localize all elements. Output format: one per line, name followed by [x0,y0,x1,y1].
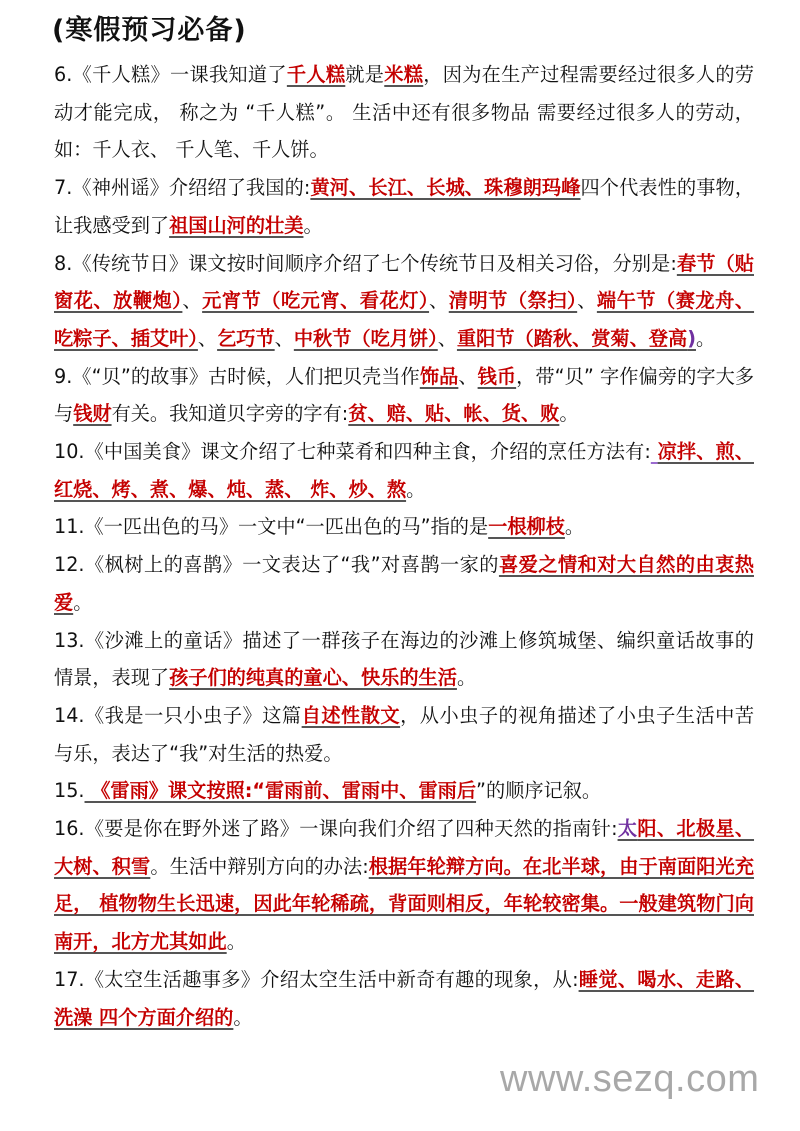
answer-highlight: 米糕 [384,63,424,86]
answer-highlight: 自述性散文 [301,703,401,727]
answer-highlight: 乞巧节 [217,326,275,350]
item-9 [54,358,754,433]
text: 。 [226,930,246,954]
answer-highlight: 凉拌、煎、红烧、烤、煮、爆、炖、蒸、 炸、炒、熬 [54,440,754,501]
text: 《沙滩上的童话》描述了一群孩子在海边的沙滩上修筑城堡、编织童话故事的情景，表现了 [54,628,754,690]
answer-highlight: 贫、赔、贴、帐、货、败 [348,402,560,426]
answer-highlight: 重阳节（踏秋、赏菊、登高 [456,326,688,350]
text: 、 [429,289,449,313]
answer-highlight: 一根柳枝 [488,515,565,539]
item-number: 8. [54,251,73,275]
answer-highlight: 饰品 [419,364,459,388]
text: 《太空生活趣事多》介绍太空生活中新奇有趣的现象，从: [84,967,579,991]
answer-highlight: 钱财 [73,402,112,426]
answer-highlight [651,440,658,463]
text: 。 [406,477,426,501]
item-number: 14. [54,703,85,727]
text: 四个代表性的事物，让我感受到了 [54,176,755,237]
item-6 [54,56,754,169]
answer-highlight: 太 [617,817,638,841]
answer-highlight: 春节（贴窗花、放鞭炮） [54,251,754,313]
text: 、 [274,326,294,350]
item-number: 15. [54,779,85,803]
item-7 [54,169,754,244]
text: 。 [73,590,93,614]
text: 《“贝”的故事》古时候，人们把贝壳当作 [72,364,420,388]
text: ，带“贝” 字作偏旁的字大多与 [54,364,755,426]
document-body [54,56,754,1036]
answer-highlight: 《雷雨》课文按照:“雷雨前、雷雨中、雷雨后 [84,779,477,803]
text: ，从小虫子的视角描述了小虫子生活中苦与乐，表达了“我”对生活的热爱。 [54,703,755,765]
watermark: www.sezq.com [500,1058,760,1100]
text: 。 [695,326,716,350]
answer-highlight: 清明节（祭扫） [448,289,578,313]
item-number: 17. [54,967,85,991]
answer-highlight: 端午节（赛龙舟、吃粽子、插艾叶） [54,289,755,350]
item-11 [54,508,754,546]
answer-highlight: 阳、北极星、大树、积雪 [54,817,755,878]
text: 《神州谣》介绍绍了我国的: [72,176,311,200]
item-number: 13. [54,628,85,652]
answer-highlight: 元宵节（吃元宵、看花灯） [202,289,430,313]
answer-highlight: 钱币 [477,364,517,388]
text: 。 [233,1005,253,1029]
text: 。 [456,666,477,690]
text: ”的顺序记叙。 [476,779,602,803]
item-number: 12. [54,553,85,577]
text: 、 [182,289,203,313]
item-16 [54,810,754,961]
answer-highlight: 祖国山河的壮美 [169,213,304,237]
text: 《一匹出色的马》一文中“一匹出色的马”指的是 [84,515,489,539]
text: 有关。我知道贝字旁的字有: [111,402,349,426]
text: ，因为在生产过程需要经过很多人的劳动才能完成， 称之为 “千人糕”。 生活中还有很多物品 需要经过很多人的劳动，如：千人衣、 千人笔、千人饼。 [54,63,755,162]
item-number: 6. [54,63,73,86]
answer-highlight: 黄河、长江、长城、珠穆朗玛峰 [310,176,581,200]
item-12 [54,546,754,621]
text: 《千人糕》一课我知道了 [72,63,287,86]
item-14 [54,697,754,772]
answer-highlight: 中秋节（吃月饼） [293,326,438,350]
item-number: 9. [54,364,73,388]
answer-highlight: 睡觉、喝水、走路、洗澡 四个方面介绍的 [54,967,755,1029]
item-13 [54,622,754,697]
item-10 [54,433,754,508]
answer-highlight: ) [687,326,696,350]
item-8 [54,245,754,358]
answer-highlight: 千人糕 [286,63,346,86]
text: 。 [303,213,323,237]
text: 、 [458,364,478,388]
text: 《传统节日》课文按时间顺序介绍了七个传统节日及相关习俗，分别是: [72,251,677,275]
text: 《中国美食》课文介绍了七种菜肴和四种主食，介绍的烹任方法有: [84,440,651,464]
item-number: 7. [54,176,73,200]
item-number: 16. [54,817,85,841]
item-17 [54,961,754,1036]
text: 、 [437,326,457,350]
item-number: 11. [54,515,85,539]
answer-highlight: 根据年轮辩方向。在北半球，由于南面阳光充足， 植物物生长迅速，因此年轮稀疏，背面则相反，年轮较密集。一般建筑物门向南开，北方尤其如此 [54,854,755,954]
text: 、 [577,289,597,313]
text: 《我是一只小虫子》这篇 [84,703,302,727]
text: 。生活中辩别方向的办法: [150,854,369,878]
item-number: 10. [54,440,85,464]
item-15 [54,772,754,810]
text: 。 [559,402,579,426]
text: 就是 [345,63,385,86]
answer-highlight: 孩子们的纯真的童心、快乐的生活 [169,666,457,690]
text: 《要是你在野外迷了路》一课向我们介绍了四种天然的指南针: [84,817,618,841]
text: 《枫树上的喜鹊》一文表达了“我”对喜鹊一家的 [84,553,499,577]
page-title: (寒假预习必备) [52,15,247,46]
text: 。 [564,515,585,539]
text: 、 [197,326,218,350]
answer-highlight: 喜爱之情和对大自然的由衷热爱 [54,553,754,614]
